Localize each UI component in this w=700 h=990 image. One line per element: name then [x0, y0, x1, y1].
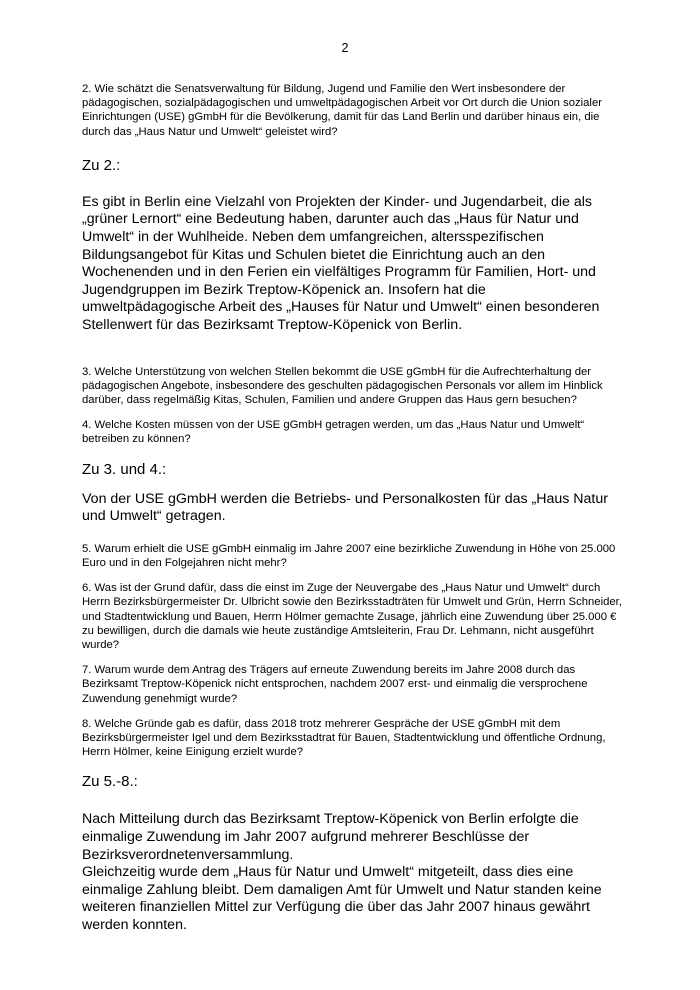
answer-2: Es gibt in Berlin eine Vielzahl von Projekten der Kinder- und Jugendarbeit, die als „grüner Lernort“ eine Bedeutung haben, darunter auch das „Haus für Natur und Umwelt“ in der Wuhlheide. Neben dem umfangreichen, altersspezifischen Bildungsangebot für Kitas und Schulen bietet die Einrichtung auch an den Wochenenden und in den Ferien ein vielfältiges Programm für Familien, Hort- und Jugendgruppen im Bezirk Treptow-Köpenick an. Insofern hat die umweltpädagogische Arbeit des „Hauses für Natur und Umwelt“ einen besonderen Stellenwert für das Bezirksamt Treptow-Köpenick von Berlin.	[82, 193, 600, 333]
answer-heading-5-8: Zu 5.-8.:	[82, 773, 138, 791]
answer-heading-3-4: Zu 3. und 4.:	[82, 460, 167, 478]
page-number: 2	[341, 41, 349, 55]
question-8: 8. Welche Gründe gab es dafür, dass 2018 trotz mehrerer Gespräche der USE gGmbH mit dem Bezirksbürgermeister Igel und dem Bezirksstadtrat für Bauen, Stadtentwicklung und öffentliche Ordnung, Herrn Hölmer, keine Einigung erzielt wurde?	[82, 717, 606, 759]
question-3: 3. Welche Unterstützung von welchen Stellen bekommt die USE gGmbH für die Aufrechterhaltung der pädagogischen Angebote, insbesondere des geschulten pädagogischen Personals vor allem im Hinblick darüber, dass regelmäßig Kitas, Schulen, Familien und andere Gruppen das Haus gern besuchen?	[82, 365, 603, 406]
document-body	[82, 82, 622, 935]
answer-5-8-paragraph-1: Nach Mitteilung durch das Bezirksamt Treptow-Köpenick von Berlin erfolgte die einmalige Zuwendung im Jahr 2007 aufgrund mehrerer Beschlüsse der Bezirksverordnetenversammlung.	[82, 811, 579, 863]
answer-3-4: Von der USE gGmbH werden die Betriebs- und Personalkosten für das „Haus Natur und Umwelt“ getragen.	[82, 490, 608, 525]
question-2: 2. Wie schätzt die Senatsverwaltung für Bildung, Jugend und Familie den Wert insbesondere der pädagogischen, sozialpädagogischen und umweltpädagogischen Arbeit vor Ort durch die Union sozialer Einrichtungen (USE) gGmbH für die Bevölkerung, damit für das Land Berlin und darüber hinaus ein, die durch das „Haus Natur und Umwelt“ geleistet wird?	[82, 83, 602, 138]
question-4: 4. Welche Kosten müssen von der USE gGmbH getragen werden, um das „Haus Natur und Umwelt“ betreiben zu können?	[82, 419, 585, 446]
question-6: 6. Was ist der Grund dafür, dass die einst im Zuge der Neuvergabe des „Haus Natur und Umwelt“ durch Herrn Bezirksbürgermeister Dr. Ulbricht sowie den Bezirksstadträten für Umwelt und Grün, Herrn Schneider, und Stadtentwicklung und Bauen, Herrn Hölmer gemachte Zusage, jährlich eine Zuwendung über 25.000 € zu bewilligen, durch die damals wie heute zuständige Amtsleiterin, Frau Dr. Lehmann, nicht ausgeführt wurde?	[82, 582, 622, 651]
question-5: 5. Warum erhielt die USE gGmbH einmalig im Jahre 2007 eine bezirkliche Zuwendung in Höhe von 25.000 Euro und in den Folgejahren nicht mehr?	[82, 542, 616, 569]
question-7: 7. Warum wurde dem Antrag des Trägers auf erneute Zuwendung bereits im Jahre 2008 durch das Bezirksamt Treptow-Köpenick nicht entsprochen, nachdem 2007 erst- und einmalig die versprochene Zuwendung genehmigt wurde?	[82, 664, 588, 705]
answer-heading-2: Zu 2.:	[82, 156, 121, 174]
answer-5-8-paragraph-2: Gleichzeitig wurde dem „Haus für Natur und Umwelt“ mitgeteilt, dass dies eine einmalige Zahlung bleibt. Dem damaligen Amt für Umwelt und Natur standen keine weiteren finanziellen Mittel zur Verfügung die über das Jahr 2007 hinaus gewährt werden konnten.	[82, 864, 602, 933]
